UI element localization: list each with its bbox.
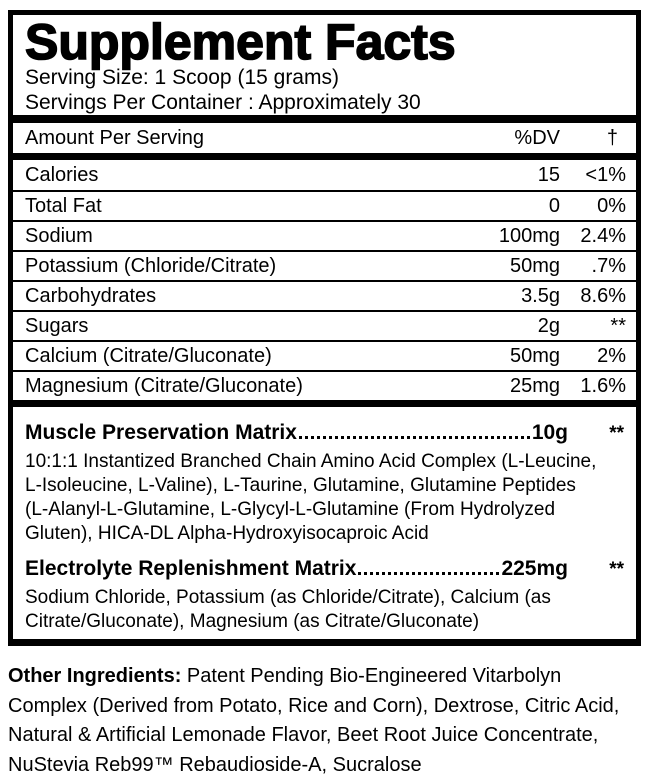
dot-leader bbox=[358, 572, 499, 575]
nutrient-amount: 2g bbox=[474, 315, 560, 338]
nutrient-amount: 100mg bbox=[474, 225, 560, 248]
nutrient-dv: 2% bbox=[560, 345, 626, 368]
nutrient-dv: .7% bbox=[560, 255, 626, 278]
other-ingredients-line: Natural & Artificial Lemonade Flavor, Beet Root Juice Concentrate, bbox=[8, 721, 652, 751]
nutrient-name: Sugars bbox=[25, 315, 474, 338]
serving-info bbox=[13, 65, 636, 115]
nutrient-name: Calories bbox=[25, 164, 474, 187]
nutrient-row-total-fat bbox=[13, 190, 636, 220]
matrix-name: Electrolyte Replenishment Matrix bbox=[25, 556, 356, 582]
nutrient-dv: 1.6% bbox=[560, 375, 626, 398]
nutrient-amount: 50mg bbox=[474, 255, 560, 278]
thick-divider bbox=[13, 400, 636, 407]
matrix-footnote: ** bbox=[568, 421, 624, 447]
serving-size: Serving Size: 1 Scoop (15 grams) bbox=[25, 65, 624, 90]
matrix-title-row bbox=[25, 420, 624, 447]
matrix-amount: 225mg bbox=[501, 556, 568, 582]
other-ingredients-label: Other Ingredients: bbox=[8, 665, 181, 687]
dot-leader bbox=[299, 436, 530, 439]
supplement-facts-panel bbox=[8, 10, 641, 646]
nutrient-row-carbohydrates bbox=[13, 280, 636, 310]
other-ingredients-line: NuStevia Reb99™ Rebaudioside-A, Sucralose bbox=[8, 751, 652, 780]
proprietary-blends bbox=[13, 407, 636, 634]
matrix-title-row bbox=[25, 556, 624, 583]
other-ingredients bbox=[8, 662, 652, 780]
matrix-footnote: ** bbox=[568, 557, 624, 583]
nutrient-amount: 0 bbox=[474, 195, 560, 218]
nutrient-dv: 8.6% bbox=[560, 285, 626, 308]
nutrient-dv: ** bbox=[560, 315, 626, 338]
nutrient-amount: 25mg bbox=[474, 375, 560, 398]
servings-per-container: Servings Per Container : Approximately 30 bbox=[25, 90, 624, 115]
nutrient-row-potassium bbox=[13, 250, 636, 280]
nutrient-dv: <1% bbox=[560, 164, 626, 187]
electrolyte-replenishment-matrix bbox=[25, 556, 624, 634]
nutrient-name: Potassium (Chloride/Citrate) bbox=[25, 255, 474, 278]
nutrient-table bbox=[13, 160, 636, 400]
other-ingredients-line: Other Ingredients: Patent Pending Bio-Engineered Vitarbolyn bbox=[8, 662, 652, 692]
nutrient-amount: 3.5g bbox=[474, 285, 560, 308]
thick-divider bbox=[13, 153, 636, 160]
nutrient-name: Total Fat bbox=[25, 195, 474, 218]
nutrient-row-magnesium bbox=[13, 370, 636, 400]
nutrient-name: Magnesium (Citrate/Gluconate) bbox=[25, 375, 474, 398]
nutrient-name: Sodium bbox=[25, 225, 474, 248]
amount-per-serving-header: Amount Per Serving bbox=[25, 127, 474, 150]
panel-title: Supplement Facts bbox=[13, 15, 636, 65]
dagger-header: † bbox=[560, 127, 626, 150]
matrix-amount: 10g bbox=[532, 420, 568, 446]
dv-header: %DV bbox=[474, 127, 560, 150]
matrix-ingredients: 10:1:1 Instantized Branched Chain Amino Acid Complex (L-Leucine, L-Isoleucine, L-Valine), L-Taurine, Glutamine, Glutamine Peptides (L-Alanyl-L-Glutamine, L-Glycyl-L-Glutamine (From Hydrolyzed Gluten), HICA-DL Alpha-Hydroxyisocaproic Acid bbox=[25, 450, 624, 546]
muscle-preservation-matrix bbox=[25, 420, 624, 546]
nutrient-name: Calcium (Citrate/Gluconate) bbox=[25, 345, 474, 368]
other-ingredients-line: Complex (Derived from Potato, Rice and Corn), Dextrose, Citric Acid, bbox=[8, 692, 652, 722]
matrix-name: Muscle Preservation Matrix bbox=[25, 420, 297, 446]
nutrient-dv: 0% bbox=[560, 195, 626, 218]
nutrient-row-calories bbox=[13, 160, 636, 190]
thick-divider bbox=[13, 115, 636, 123]
nutrient-row-sugars bbox=[13, 310, 636, 340]
nutrient-row-sodium bbox=[13, 220, 636, 250]
nutrient-row-calcium bbox=[13, 340, 636, 370]
nutrient-amount: 15 bbox=[474, 164, 560, 187]
nutrient-name: Carbohydrates bbox=[25, 285, 474, 308]
nutrient-amount: 50mg bbox=[474, 345, 560, 368]
column-header-row bbox=[13, 123, 636, 153]
nutrient-dv: 2.4% bbox=[560, 225, 626, 248]
matrix-ingredients: Sodium Chloride, Potassium (as Chloride/Citrate), Calcium (as Citrate/Gluconate), Magnesium (as Citrate/Gluconate) bbox=[25, 586, 624, 634]
